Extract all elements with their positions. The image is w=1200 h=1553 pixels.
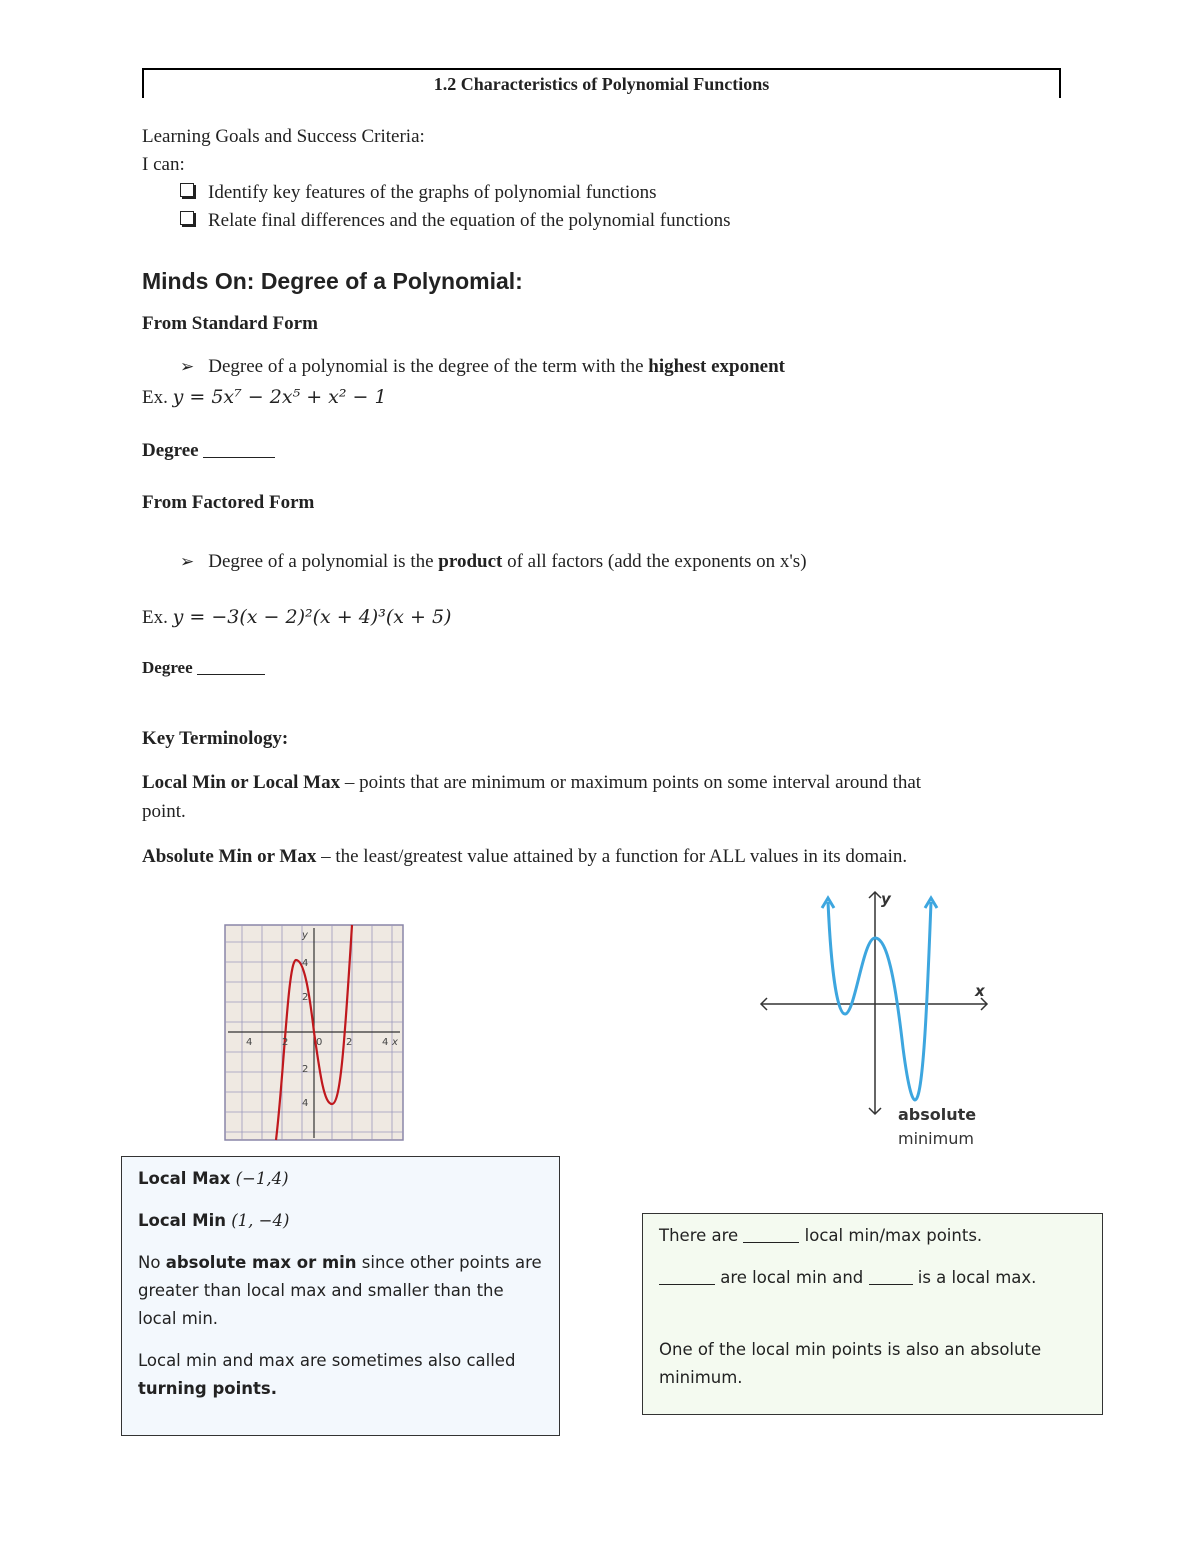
graph-cubic xyxy=(224,924,404,1142)
factored-form-bullet: ➢ Degree of a polynomial is the product of all factors (add the exponents on x's) xyxy=(180,551,807,572)
goal-item-1: Identify key features of the graphs of polynomial functions xyxy=(180,182,657,204)
standard-degree-line: Degree xyxy=(142,440,275,462)
annotation-absolute: absolute xyxy=(898,1105,977,1124)
arrow-bullet-icon: ➢ xyxy=(180,357,195,377)
terminology-heading: Key Terminology: xyxy=(142,728,289,749)
y-axis-label: y xyxy=(881,890,891,908)
no-absolute-note: No absolute max or min since other points are greater than local max and smaller than the local min. xyxy=(138,1253,542,1328)
tick-label: 4 xyxy=(302,1098,309,1109)
degree-blank[interactable] xyxy=(203,441,275,458)
classification-line: are local min and is a local max. xyxy=(659,1264,1086,1292)
standard-form-bullet: ➢ Degree of a polynomial is the degree of the term with the highest exponent xyxy=(180,356,785,377)
tick-label: 4 xyxy=(302,958,309,969)
standard-form-example: Ex. y = 5x⁷ − 2x⁵ + x² − 1 xyxy=(142,386,387,408)
graph-quartic xyxy=(755,888,995,1153)
tick-label: 2 xyxy=(302,992,309,1003)
goals-heading: Learning Goals and Success Criteria: xyxy=(142,126,425,147)
absolute-definition: Absolute Min or Max – the least/greatest value attained by a function for ALL values in its domain. xyxy=(142,846,908,867)
x-axis-label: x xyxy=(392,1037,398,1048)
degree-blank[interactable] xyxy=(197,658,265,675)
tick-label: 4 xyxy=(382,1037,389,1048)
goal-item-2: Relate final differences and the equation of the polynomial functions xyxy=(180,210,731,232)
annotation-minimum: minimum xyxy=(898,1129,974,1148)
info-box-cubic xyxy=(121,1156,560,1436)
checkbox-icon[interactable] xyxy=(180,211,194,225)
x-axis-label: x xyxy=(975,982,985,1000)
answer-blank[interactable] xyxy=(869,1268,913,1285)
tick-label: 4 xyxy=(246,1037,253,1048)
factored-degree-line: Degree xyxy=(142,658,265,678)
goals-intro: I can: xyxy=(142,154,185,175)
local-definition: Local Min or Local Max – points that are minimum or maximum points on some interval around that xyxy=(142,772,922,793)
tick-label: 2 xyxy=(302,1064,309,1075)
absolute-min-note: One of the local min points is also an absolute minimum. xyxy=(659,1340,1042,1387)
factored-form-example: Ex. y = −3(x − 2)²(x + 4)³(x + 5) xyxy=(142,606,452,628)
turning-points-note: Local min and max are sometimes also called turning points. xyxy=(138,1351,516,1398)
info-box-quartic xyxy=(642,1213,1103,1415)
local-definition-cont: point. xyxy=(142,801,186,822)
answer-blank[interactable] xyxy=(659,1268,715,1285)
standard-form-heading: From Standard Form xyxy=(142,313,318,334)
quartic-curve xyxy=(828,902,931,1100)
tick-label: 2 xyxy=(282,1037,289,1048)
y-axis-label: y xyxy=(302,930,308,941)
checkbox-icon[interactable] xyxy=(180,183,194,197)
factored-form-heading: From Factored Form xyxy=(142,492,315,513)
tick-label: 0 xyxy=(316,1037,323,1048)
count-line: There are local min/max points. xyxy=(659,1226,983,1245)
local-min-line: Local Min (1, −4) xyxy=(138,1211,290,1230)
answer-blank[interactable] xyxy=(743,1226,799,1243)
section-heading-minds-on: Minds On: Degree of a Polynomial: xyxy=(142,268,523,294)
page-title: 1.2 Characteristics of Polynomial Functions xyxy=(142,68,1061,98)
tick-label: 2 xyxy=(346,1037,353,1048)
arrow-bullet-icon: ➢ xyxy=(180,552,195,572)
local-max-line: Local Max (−1,4) xyxy=(138,1169,289,1188)
